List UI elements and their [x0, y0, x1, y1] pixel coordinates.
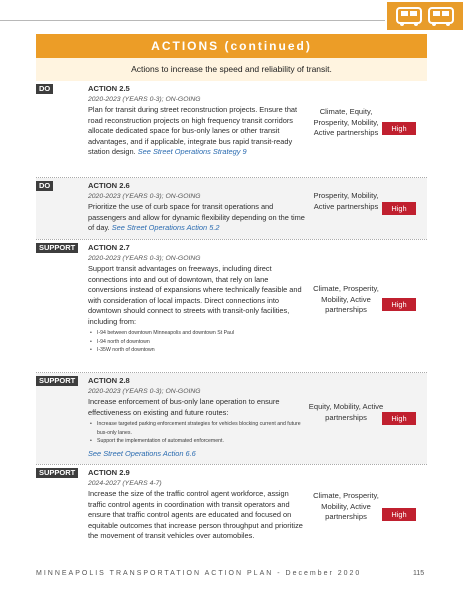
action-body: Increase the size of the traffic control agent workforce, assign traffic control agents in coordination with transit operators and ensure that traffic control agents are educated and focused on equitable outcomes that increase person throughput and prioritize the movement of transit vehicles over automobiles. — [88, 489, 303, 540]
action-row — [36, 240, 427, 372]
action-tag: SUPPORT — [36, 243, 78, 253]
action-link[interactable]: See Street Operations Action 5.2 — [111, 223, 220, 232]
priority-badge: High — [382, 298, 416, 311]
action-link[interactable]: See Street Operations Action 6.6 — [88, 448, 196, 458]
footer-text: MINNEAPOLIS TRANSPORTATION ACTION PLAN - December 2020 — [36, 570, 362, 577]
section-subheader: Actions to increase the speed and reliability of transit. — [36, 58, 427, 81]
action-body: Plan for transit during street reconstruction projects. Ensure that road reconstruction projects on high frequency transit corridors allocate dedicated space for bus-only lanes or other transit advantages, and if applicable, integrate bus rapid transit-ready station design. — [88, 105, 298, 156]
priority-badge: High — [382, 412, 416, 425]
bullet-item: • I-94 between downtown Minneapolis and downtown St Paul — [97, 329, 306, 338]
bullet-item: • Support the implementation of automated enforcement. — [97, 437, 306, 446]
action-date: 2020-2023 (YEARS 0-3); ON-GOING — [88, 192, 201, 200]
action-tag: SUPPORT — [36, 376, 78, 386]
action-row — [36, 373, 427, 464]
action-title: ACTION 2.6 — [88, 181, 130, 190]
action-content — [88, 376, 306, 459]
action-title: ACTION 2.8 — [88, 376, 130, 385]
top-rule — [0, 20, 385, 21]
bullet-item: • I-35W north of downtown — [97, 346, 306, 355]
section-header: ACTIONS (continued) — [36, 34, 427, 58]
action-row — [36, 465, 427, 561]
action-body: Prioritize the use of curb space for transit operations and passengers and allow for dynamic flexibility depending on the time of day. — [88, 202, 305, 232]
action-content — [88, 181, 306, 234]
priority-badge: High — [382, 122, 416, 135]
action-date: 2024-2027 (YEARS 4-7) — [88, 479, 162, 487]
action-title: ACTION 2.5 — [88, 84, 130, 93]
action-goals: Prosperity, Mobility, Active partnerships — [313, 191, 379, 211]
action-date: 2020-2023 (YEARS 0-3); ON-GOING — [88, 95, 201, 103]
action-bullets — [88, 329, 306, 355]
transit-icons — [387, 2, 463, 30]
action-tag: DO — [36, 84, 53, 94]
action-content — [88, 468, 306, 542]
priority-badge: High — [382, 508, 416, 521]
action-body: Support transit advantages on freeways, including direct connections into and out of downtown, that rely on lane conversions instead of expansions where technically feasible and with consideration of local impacts. Direct connections into downtown should connect to streets with transit-only facilities, including from: — [88, 264, 302, 326]
action-content — [88, 243, 306, 355]
action-bullets — [88, 420, 306, 446]
page-number: 115 — [413, 570, 425, 577]
action-tag: DO — [36, 181, 53, 191]
action-goals: Equity, Mobility, Active partnerships — [308, 402, 384, 422]
action-row — [36, 81, 427, 177]
action-goals: Climate, Equity, Prosperity, Mobility, Active partnerships — [313, 107, 379, 137]
bullet-item: • Increase targeted parking enforcement strategies for vehicles blocking current and future bus-only lanes. — [97, 420, 306, 437]
action-tag: SUPPORT — [36, 468, 78, 478]
action-row — [36, 178, 427, 239]
action-date: 2020-2023 (YEARS 0-3); ON-GOING — [88, 387, 201, 395]
action-content — [88, 84, 306, 158]
bullet-item: • I-94 north of downtown — [97, 338, 306, 347]
action-goals: Climate, Prosperity, Mobility, Active partnerships — [313, 491, 379, 521]
bus-icon — [387, 2, 463, 30]
action-date: 2020-2023 (YEARS 0-3); ON-GOING — [88, 254, 201, 262]
action-body: Increase enforcement of bus-only lane operation to ensure effectiveness on existing and future routes: — [88, 397, 280, 417]
priority-badge: High — [382, 202, 416, 215]
action-title: ACTION 2.7 — [88, 243, 130, 252]
action-goals: Climate, Prosperity, Mobility, Active partnerships — [313, 284, 379, 314]
action-title: ACTION 2.9 — [88, 468, 130, 477]
action-link[interactable]: See Street Operations Strategy 9 — [137, 147, 247, 156]
